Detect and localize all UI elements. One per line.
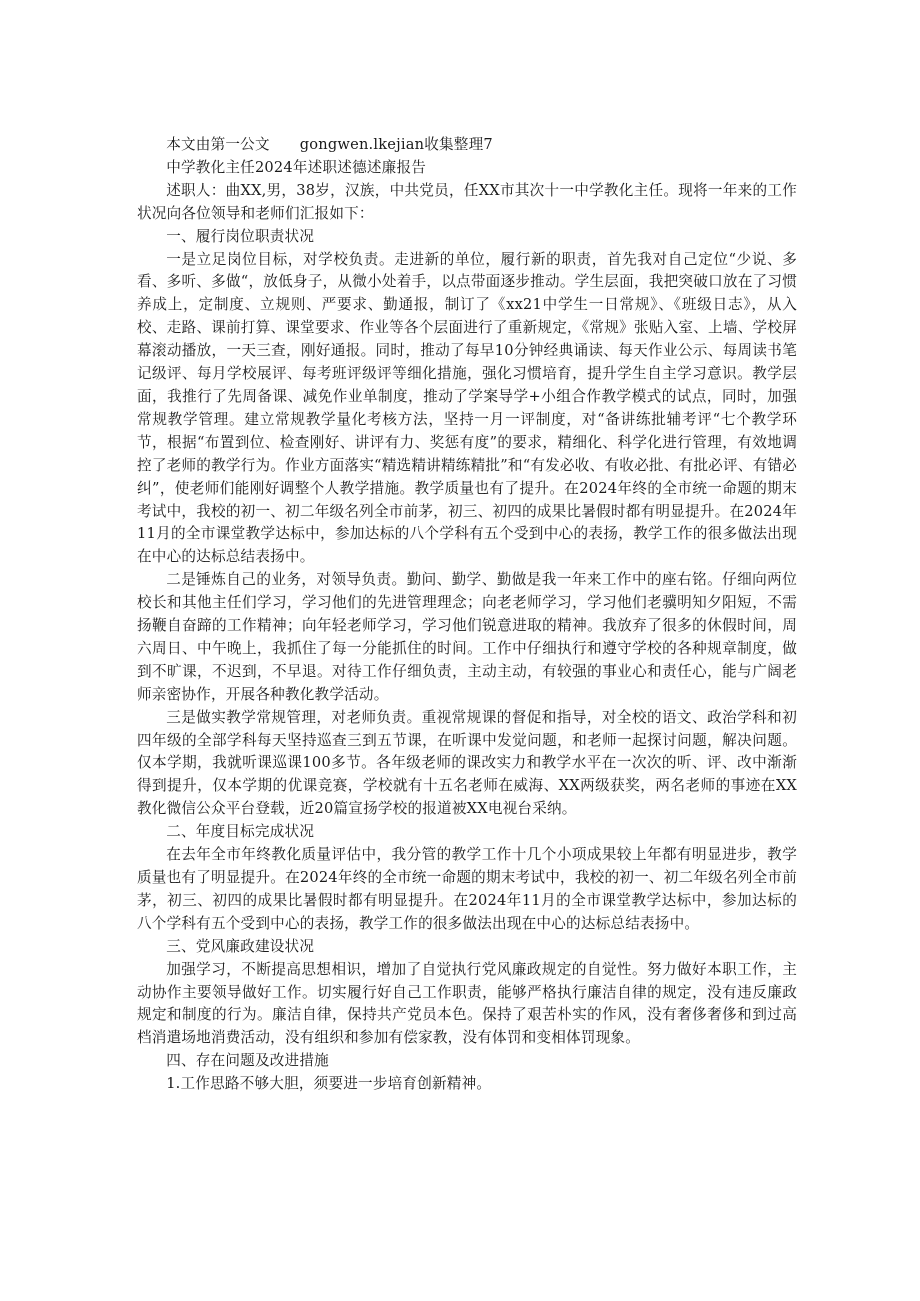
document-page [137,134,797,1096]
body-paragraph: 三是做实教学常规管理，对老师负责。重视常规课的督促和指导，对全校的语文、政治学科和初四年级的全部学科每天坚持巡查三到五节课，在听课中发觉问题，和老师一起探讨问题，解决问题。仅本学期，我就听课巡课100多节。各年级老师的课改实力和教学水平在一次次的听、评、改中渐渐得到提升，仅本学期的优课竞赛，学校就有十五名老师在威海、XX两级获奖，两名老师的事迹在XX教化微信公众平台登载，近20篇宣扬学校的报道被XX电视台采纳。 [137,708,797,818]
source-note-right: gongwen.lkejian收集整理7 [299,136,493,153]
section-heading-1: 一、履行岗位职责状况 [166,227,315,245]
body-paragraph: 在去年全市年终教化质量评估中，我分管的教学工作十几个小项成果较上年都有明显进步，教学质量也有了明显提升。在2024年终的全市统一命题的期末考试中，我校的初一、初二年级名列全市前茅，初三、初四的成果比暑假时都有明显提升。在2024年11月的全市课堂教学达标中，参加达标的八个学科有五个受到中心的表扬，教学工作的很多做法出现在中心的达标总结表扬中。 [137,846,797,932]
body-paragraph: 一是立足岗位目标，对学校负责。走进新的单位，履行新的职责，首先我对自己定位“少说、多看、多听、多做“，放低身子，从微小处着手，以点带面逐步推动。学生层面，我把突破口放在了习惯养成上，定制度、立规则、严要求、勤通报，制订了《xx21中学生一日常规》、《班级日志》，从入校、走路、课前打算、课堂要求、作业等各个层面进行了重新规定，《常规》张贴入室、上墙、学校屏幕滚动播放，一天三查，刚好通报。同时，推动了每早10分钟经典诵读、每天作业公示、每周读书笔记级评、每月学校展评、每考班评级评等细化措施，强化习惯培育，提升学生自主学习意识。教学层面，我推行了先周备课、减免作业单制度，推动了学案导学+小组合作教学模式的试点，同时，加强常规教学管理。建立常规教学量化考核方法，坚持一月一评制度，对“备讲练批辅考评“七个教学环节，根据“布置到位、检查刚好、讲评有力、奖惩有度”的要求，精细化、科学化进行管理，有效地调控了老师的教学行为。作业方面落实“精选精讲精练精批”和“有发必收、有收必批、有批必评、有错必纠”，使老师们能刚好调整个人教学措施。教学质量也有了提升。在2024年终的全市统一命题的期末考试中，我校的初一、初二年级名列全市前茅，初三、初四的成果比暑假时都有明显提升。在2024年11月的全市课堂教学达标中，参加达标的八个学科有五个受到中心的表扬，教学工作的很多做法出现在中心的达标总结表扬中。 [137,250,797,566]
body-paragraph: 1.工作思路不够大胆，须要进一步培育创新精神。 [166,1075,492,1093]
body-paragraph: 加强学习，不断提高思想相识，增加了自觉执行党风廉政规定的自觉性。努力做好本职工作，主动协作主要领导做好工作。切实履行好自己工作职责，能够严格执行廉洁自律的规定，没有违反廉政规定和制度的行为。廉洁自律，保持共产党员本色。保持了艰苦朴实的作风，没有奢侈奢侈和到过高档消遣场地消费活动，没有组织和参加有偿家教，没有体罚和变相体罚现象。 [137,960,797,1047]
body-paragraph: 二是锤炼自己的业务，对领导负责。勤问、勤学、勤做是我一年来工作中的座右铭。仔细向两位校长和其他主任们学习，学习他们的先进管理理念；向老老师学习，学习他们老骥明知夕阳短，不需扬鞭自奋蹄的工作精神；向年轻老师学习，学习他们锐意进取的精神。我放弃了很多的休假时间，周六周日、中午晚上，我抓住了每一分能抓住的时间。工作中仔细执行和遵守学校的各种规章制度，做到不旷课，不迟到，不早退。对待工作仔细负责，主动主动，有较强的事业心和责任心，能与广阔老师亲密协作，开展各种教化教学活动。 [137,571,797,703]
section-heading-4: 四、存在问题及改进措施 [166,1052,329,1070]
source-note-left: 本文由第一公文 [166,136,270,153]
document-title: 中学教化主任2024年述职述德述廉报告 [166,158,427,176]
section-heading-3: 三、党风廉政建设状况 [166,937,315,955]
source-note [137,134,797,157]
intro-paragraph: 述职人：曲XX,男，38岁，汉族，中共党员，任XX市其次十一中学教化主任。现将一年来的工作状况向各位领导和老师们汇报如下： [137,181,797,222]
section-heading-2: 二、年度目标完成状况 [166,823,315,841]
